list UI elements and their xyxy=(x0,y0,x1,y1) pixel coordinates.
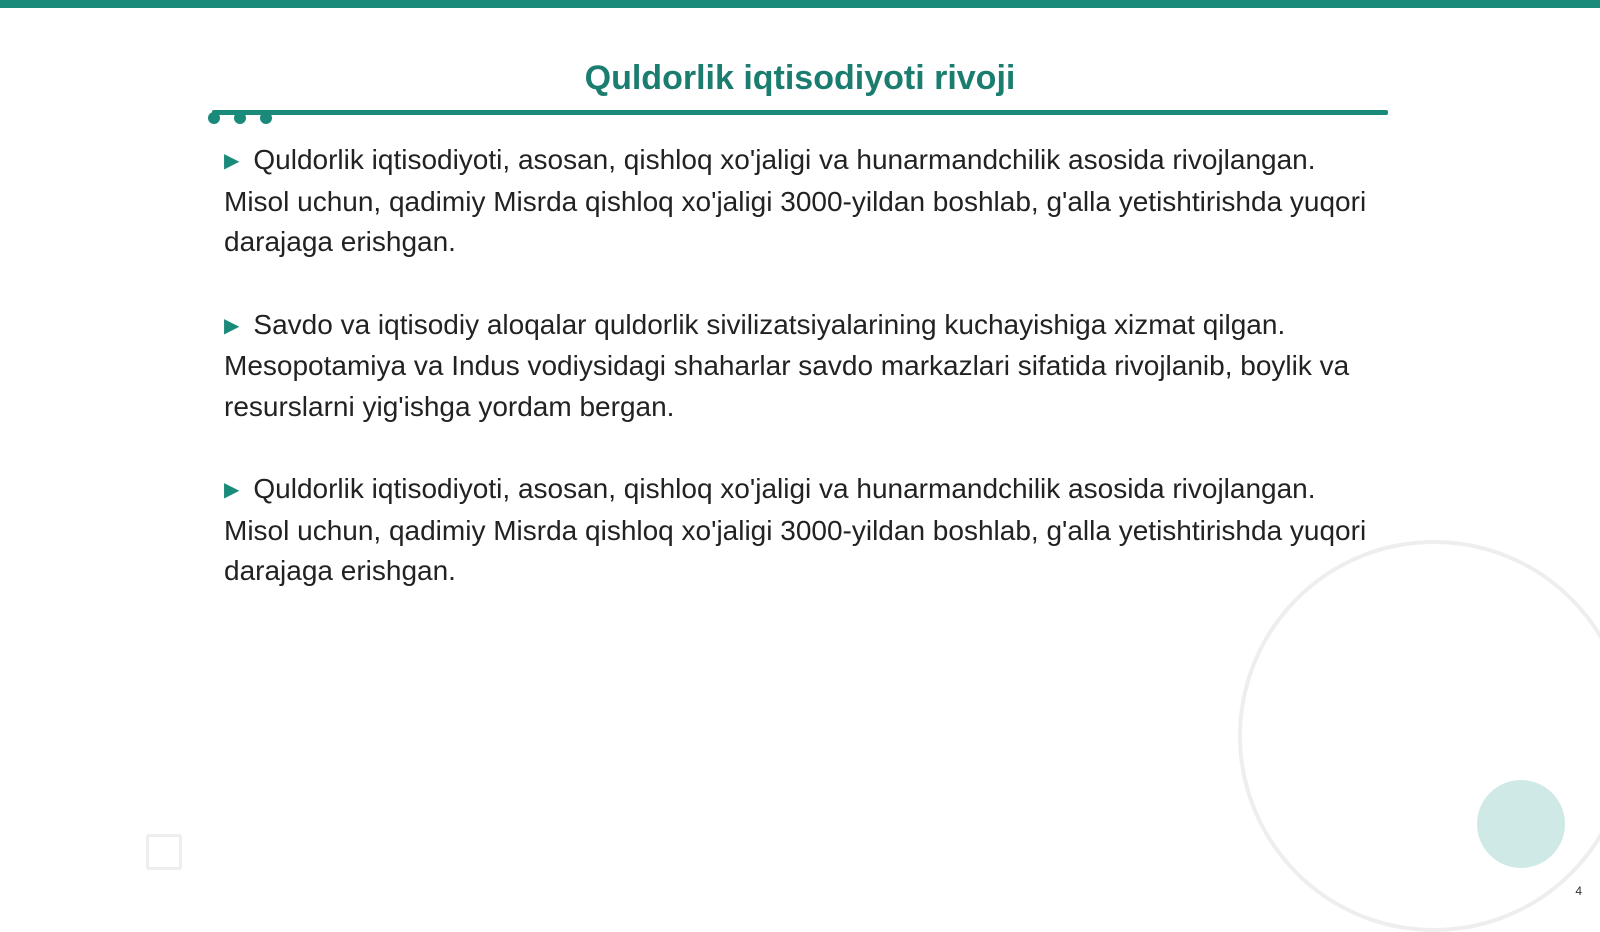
page-number: 4 xyxy=(1575,884,1582,898)
bullet-item-2 xyxy=(224,305,1384,428)
underline-dot-3 xyxy=(260,112,272,124)
bullet-text-2: Savdo va iqtisodiy aloqalar quldorlik sivilizatsiyalarining kuchayishiga xizmat qilgan. Mesopotamiya va Indus vodiysidagi shaharlar savdo markazlari sifatida rivojlanib, boylik va resurslarni yig'ishga yordam bergan. xyxy=(224,308,1350,422)
bullet-arrow-icon: ▶ xyxy=(224,479,240,501)
decorative-ring xyxy=(1238,540,1600,932)
top-accent-bar xyxy=(0,0,1600,8)
underline-dot-2 xyxy=(234,112,246,124)
decorative-circle xyxy=(1477,780,1565,868)
bullet-item-3 xyxy=(224,469,1384,592)
slide-title: Quldorlik iqtisodiyoti rivoji xyxy=(584,59,1016,97)
decorative-square xyxy=(146,834,182,870)
bullet-item-1 xyxy=(224,140,1384,263)
slide-body xyxy=(224,140,1384,634)
bullet-arrow-icon: ▶ xyxy=(224,314,240,337)
bullet-text-1: Quldorlik iqtisodiyoti, asosan, qishloq xo'jaligi va hunarmandchilik asosida rivojlangan. Misol uchun, qadimiy Misrda qishloq xo'jaligi 3000-yildan boshlab, g'alla yetishtirishda yuqori darajaga erishgan. xyxy=(224,144,1367,257)
bullet-arrow-icon: ▶ xyxy=(224,150,240,172)
bullet-text-3: Quldorlik iqtisodiyoti, asosan, qishloq xo'jaligi va hunarmandchilik asosida rivojlangan. Misol uchun, qadimiy Misrda qishloq xo'jaligi 3000-yildan boshlab, g'alla yetishtirishda yuqori darajaga erishgan. xyxy=(224,473,1367,586)
title-underline xyxy=(212,110,1388,115)
underline-dot-1 xyxy=(208,112,220,124)
